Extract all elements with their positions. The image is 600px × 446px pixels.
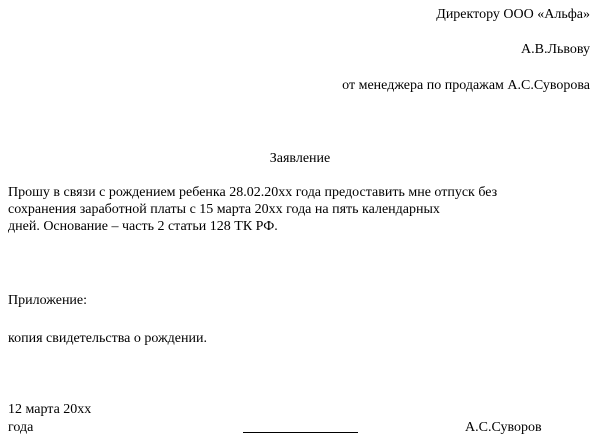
signer-name: А.С.Суворов — [465, 420, 542, 435]
body-line-2: сохранения заработной платы с 15 марта 20хх года на пять календарных — [8, 202, 440, 217]
header-sender: от менеджера по продажам А.С.Суворова — [342, 78, 590, 93]
document-title: Заявление — [269, 151, 331, 166]
body-line-1: Прошу в связи с рождением ребенка 28.02.20хх года предоставить мне отпуск без — [8, 185, 498, 200]
attachment-item: копия свидетельства о рождении. — [8, 331, 207, 346]
header-recipient-position: Директору ООО «Альфа» — [436, 7, 590, 22]
signature-date-line-2: года — [8, 420, 34, 435]
attachment-label: Приложение: — [8, 293, 88, 308]
signature-line — [243, 432, 358, 433]
body-line-3: дней. Основание – часть 2 статьи 128 ТК РФ. — [8, 219, 278, 234]
header-recipient-name: А.В.Львову — [521, 42, 590, 57]
signature-date-line-1: 12 марта 20хх — [8, 402, 92, 417]
document-body — [8, 184, 568, 235]
